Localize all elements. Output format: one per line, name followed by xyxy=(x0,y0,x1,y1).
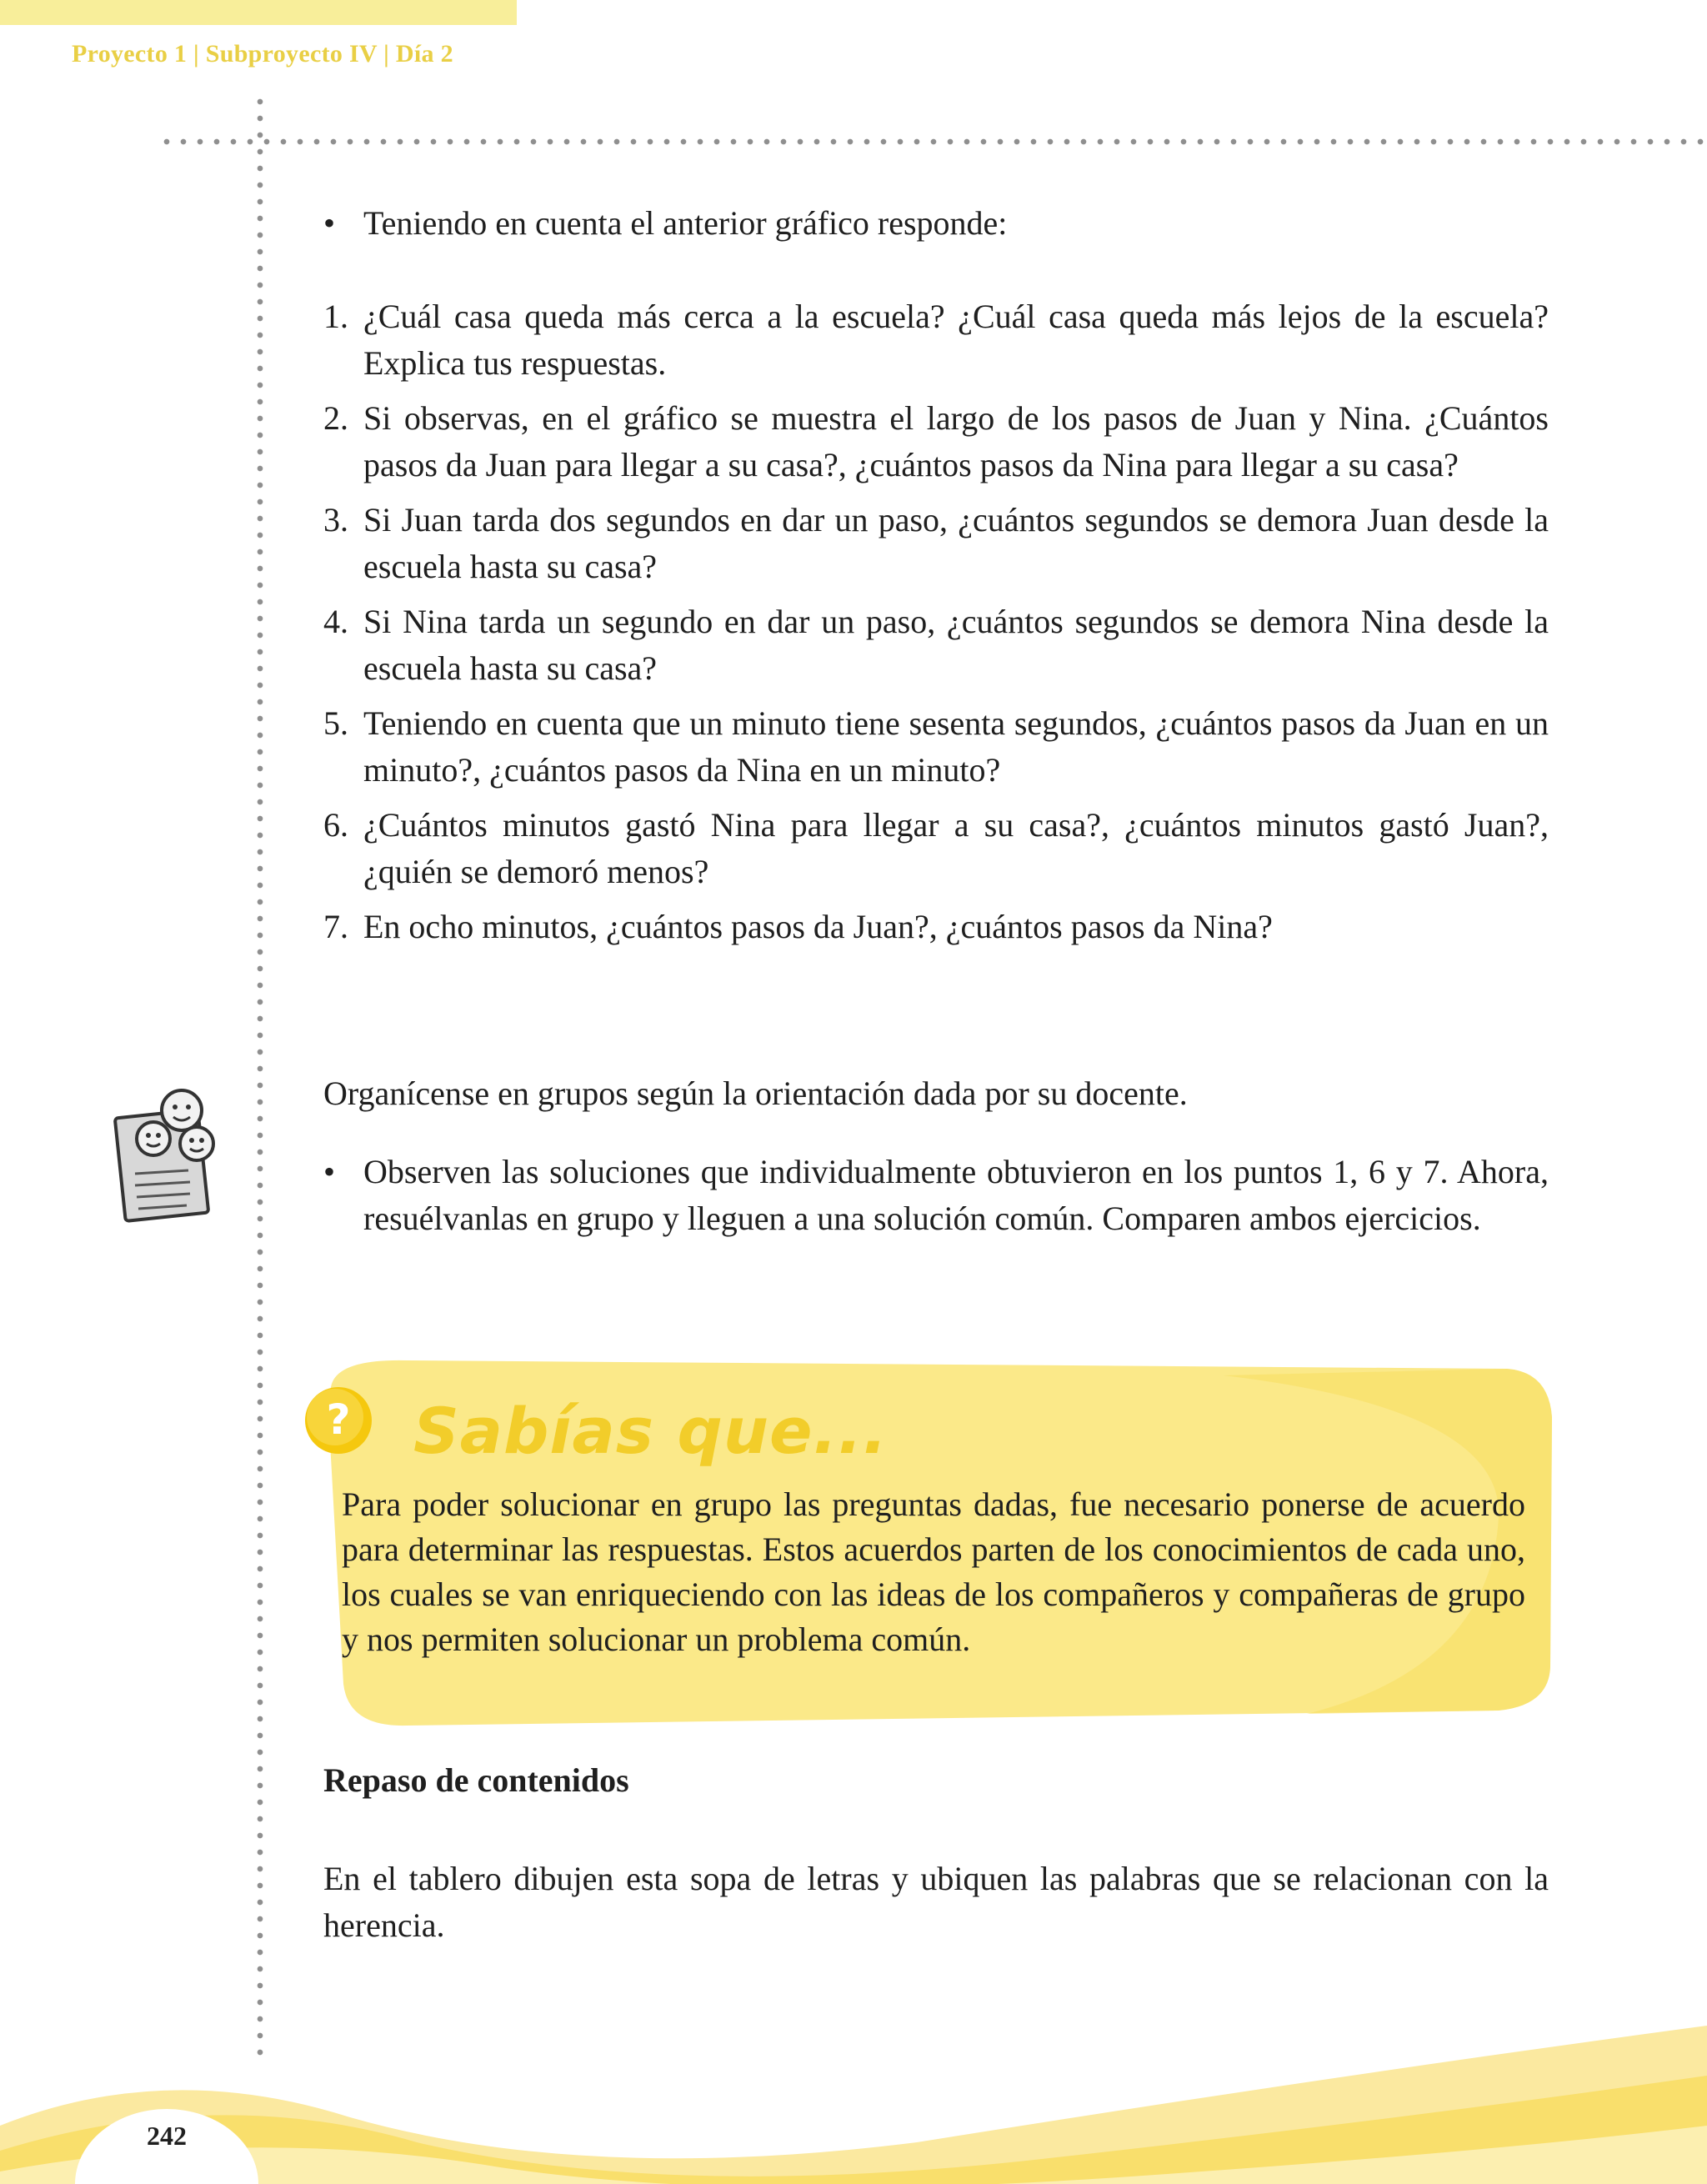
intro-text: Teniendo en cuenta el anterior gráfico responde: xyxy=(363,204,1008,242)
page-header-breadcrumb: Proyecto 1 | Subproyecto IV | Día 2 xyxy=(72,40,453,68)
callout-text: Para poder solucionar en grupo las preguntas dadas, fue necesario ponerse de acuerdo para determinar las respuestas. Estos acuerdos parten de los conocimientos de cada uno, los cuales se van enriqueciendo con las ideas de los compañeros y compañeras de grupo y nos permiten solucionar un problema común. xyxy=(342,1485,1525,1658)
question-text: En ocho minutos, ¿cuántos pasos da Juan?, ¿cuántos pasos da Nina? xyxy=(363,908,1273,945)
question-list xyxy=(323,293,1549,959)
group-bullet xyxy=(323,1149,1549,1242)
callout-title: Sabías que... xyxy=(413,1394,889,1468)
bullet-marker: • xyxy=(323,1153,336,1190)
section-title: Repaso de contenidos xyxy=(323,1761,629,1799)
question-text: ¿Cuál casa queda más cerca a la escuela? ¿Cuál casa queda más lejos de la escuela? Explica tus respuestas. xyxy=(363,298,1549,382)
dotted-divider-horizontal xyxy=(158,138,1707,145)
bottom-wave-decoration xyxy=(0,2026,1707,2184)
question-item xyxy=(323,904,1549,950)
bullet-marker: • xyxy=(323,204,336,242)
intro-bullet xyxy=(323,200,1549,247)
dotted-divider-vertical xyxy=(257,93,263,2061)
question-number: 2. xyxy=(323,399,348,437)
question-item xyxy=(323,700,1549,794)
question-text: ¿Cuántos minutos gastó Nina para llegar a su casa?, ¿cuántos minutos gastó Juan?, ¿quién se demoró menos? xyxy=(363,806,1549,890)
question-number: 6. xyxy=(323,806,348,844)
review-paragraph: En el tablero dibujen esta sopa de letras y ubiquen las palabras que se relacionan con la herencia. xyxy=(323,1860,1549,1944)
question-item xyxy=(323,293,1549,387)
group-instruction: Organícense en grupos según la orientación dada por su docente. xyxy=(323,1074,1188,1112)
question-text: Si observas, en el gráfico se muestra el largo de los pasos de Juan y Nina. ¿Cuántos pasos da Juan para llegar a su casa?, ¿cuántos pasos da Nina para llegar a su casa? xyxy=(363,399,1549,483)
question-item xyxy=(323,802,1549,895)
question-text: Si Nina tarda un segundo en dar un paso, ¿cuántos segundos se demora Nina desde la escuela hasta su casa? xyxy=(363,603,1549,687)
question-text: Teniendo en cuenta que un minuto tiene sesenta segundos, ¿cuántos pasos da Juan en un minuto?, ¿cuántos pasos da Nina en un minuto? xyxy=(363,704,1549,789)
question-mark-icon xyxy=(302,1384,375,1457)
question-text: Si Juan tarda dos segundos en dar un paso, ¿cuántos segundos se demora Juan desde la escuela hasta su casa? xyxy=(363,501,1549,585)
page-number: 242 xyxy=(147,2121,187,2151)
question-item xyxy=(323,395,1549,488)
question-number: 5. xyxy=(323,704,348,742)
top-accent-bar xyxy=(0,0,517,25)
group-work-icon xyxy=(113,1080,230,1230)
question-item xyxy=(323,599,1549,692)
question-item xyxy=(323,497,1549,590)
question-mark-glyph: ? xyxy=(326,1395,351,1444)
group-bullet-text: Observen las soluciones que individualmente obtuvieron en los puntos 1, 6 y 7. Ahora, resuélvanlas en grupo y lleguen a una solución común. Comparen ambos ejercicios. xyxy=(363,1153,1549,1237)
question-number: 1. xyxy=(323,298,348,335)
question-number: 3. xyxy=(323,501,348,538)
question-number: 7. xyxy=(323,908,348,945)
question-number: 4. xyxy=(323,603,348,640)
